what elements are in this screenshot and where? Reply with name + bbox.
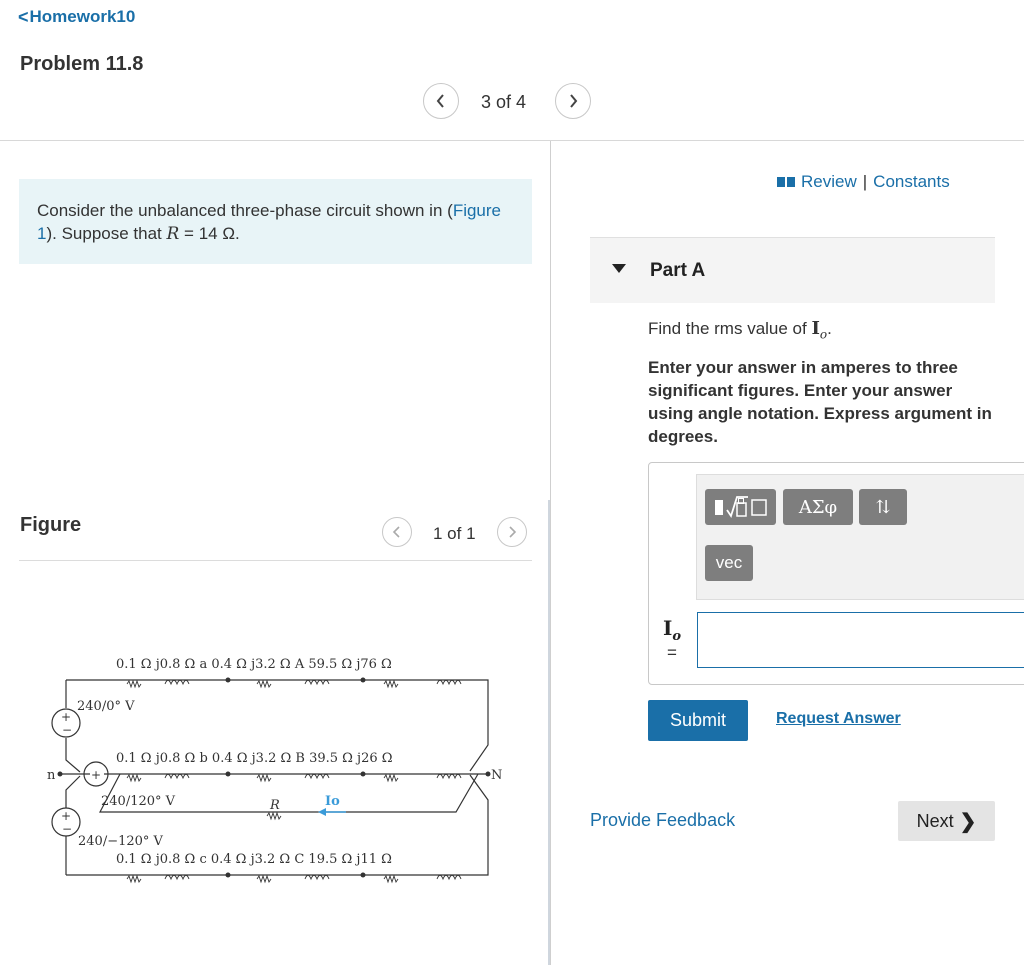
figure-pager: 1 of 1 — [433, 524, 476, 543]
back-to-homework-link[interactable] — [18, 7, 135, 27]
plus-sign: + — [91, 768, 102, 782]
next-label: Next — [916, 810, 954, 831]
chevron-right-icon: ❯ — [959, 810, 977, 833]
figure-title: Figure — [20, 514, 82, 536]
question-text — [648, 318, 832, 341]
figure-link[interactable]: Figure 1 — [37, 201, 501, 243]
back-link-label: Homework10 — [29, 7, 136, 26]
equals-sign: = — [667, 643, 677, 662]
part-label: Part A — [650, 260, 706, 281]
part-a-header[interactable] — [590, 237, 995, 303]
submit-button[interactable]: Submit — [648, 700, 748, 741]
figure-prev-button[interactable] — [382, 517, 412, 547]
source-b-label: 240/120° V — [101, 794, 176, 809]
question-sub: o — [819, 327, 828, 342]
minus-sign: − — [62, 822, 73, 836]
greek-symbols-button[interactable]: ΑΣφ — [783, 489, 853, 525]
previous-problem-button[interactable] — [423, 83, 459, 119]
answer-var: I — [663, 616, 673, 640]
next-button[interactable] — [898, 801, 995, 841]
problem-intro: Consider the unbalanced three-phase circuit shown in (Figure 1). Suppose that R = 14 Ω. — [19, 179, 532, 264]
question-suffix: . — [827, 319, 832, 338]
answer-sub: o — [672, 629, 682, 644]
answer-variable-label — [663, 616, 681, 644]
answer-input[interactable] — [697, 612, 1024, 668]
next-problem-button[interactable] — [555, 83, 591, 119]
header-divider — [0, 140, 1024, 141]
source-c-label: 240/−120° V — [78, 834, 163, 849]
line-a-labels: 0.1 Ω j0.8 Ω a 0.4 Ω j3.2 Ω A 59.5 Ω j76 Ω — [116, 657, 392, 672]
vector-button[interactable]: vec — [705, 545, 753, 581]
provide-feedback-link[interactable]: Provide Feedback — [590, 810, 736, 830]
problem-pager: 3 of 4 — [481, 92, 527, 112]
chevron-left-icon — [392, 526, 402, 538]
chevron-left-icon: < — [18, 7, 29, 27]
figure-divider — [19, 560, 532, 561]
plus-sign: + — [61, 710, 72, 724]
column-scrollbar[interactable] — [548, 500, 550, 965]
problem-title: Problem 11.8 — [20, 53, 144, 75]
column-divider — [550, 141, 551, 965]
line-b-labels: 0.1 Ω j0.8 Ω b 0.4 Ω j3.2 Ω B 39.5 Ω j26 Ω — [116, 751, 393, 766]
intro-value: = 14 Ω. — [179, 224, 240, 243]
minus-sign: − — [62, 723, 73, 737]
collapse-triangle-icon — [612, 264, 626, 273]
chevron-right-icon — [507, 526, 517, 538]
intro-text: Consider the unbalanced three-phase circuit shown in — [37, 201, 448, 220]
request-answer-link[interactable]: Request Answer — [776, 710, 901, 727]
templates-button[interactable] — [705, 489, 776, 525]
review-link[interactable]: Review — [801, 172, 857, 191]
current-Io-label: Io — [325, 794, 340, 809]
template-icon — [712, 494, 770, 520]
line-c-labels: 0.1 Ω j0.8 Ω c 0.4 Ω j3.2 Ω C 19.5 Ω j11 Ω — [116, 852, 392, 867]
node-n-label: n — [47, 768, 56, 783]
book-icon — [777, 176, 795, 188]
arrows-button[interactable]: ⇅ — [859, 489, 907, 525]
resistor-R-label: R — [270, 798, 280, 813]
source-a-label: 240/0° V — [77, 699, 135, 714]
review-constants — [777, 172, 950, 192]
circuit-diagram[interactable] — [0, 640, 545, 890]
plus-sign: + — [61, 809, 72, 823]
chevron-right-icon — [567, 94, 579, 108]
question-prefix: Find the rms value of — [648, 319, 812, 338]
variable-R: R — [166, 224, 180, 244]
answer-instructions: Enter your answer in amperes to three significant figures. Enter your answer using angle notation. Express argument in degrees. — [648, 358, 992, 446]
intro-text-2: . Suppose that — [52, 224, 167, 243]
question-var: I — [811, 318, 820, 339]
constants-link[interactable]: Constants — [873, 172, 950, 191]
separator: | — [862, 172, 868, 191]
figure-next-button[interactable] — [497, 517, 527, 547]
chevron-left-icon — [435, 94, 447, 108]
node-N-label: N — [491, 768, 503, 783]
